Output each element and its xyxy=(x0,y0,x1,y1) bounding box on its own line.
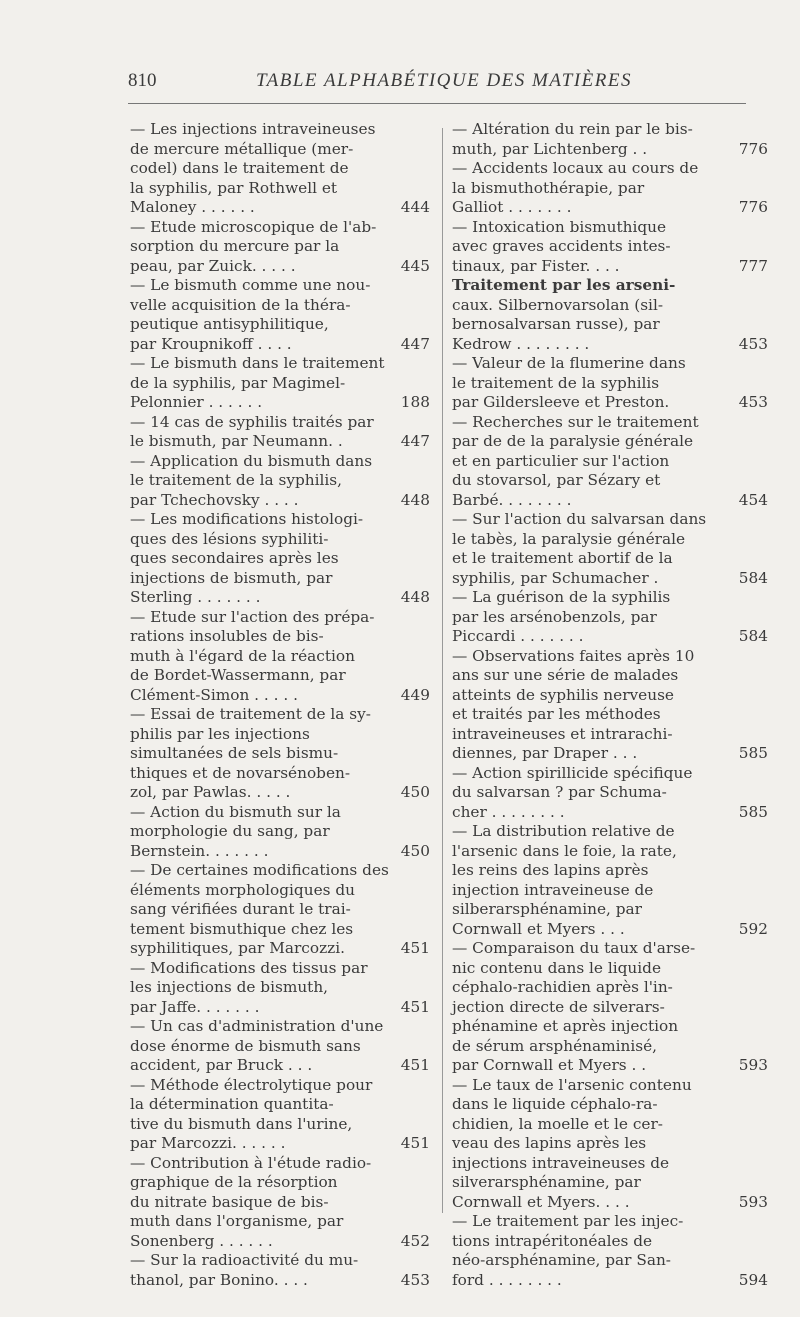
entry-line: tinaux, par Fister. . . . xyxy=(452,256,620,275)
entry-line: — Modifications des tissus par xyxy=(130,958,368,977)
entry-page-number: 448 xyxy=(400,490,430,509)
entry-page-number: 447 xyxy=(400,334,430,353)
entry-page-number: 593 xyxy=(738,1192,768,1211)
entry-line: de mercure métallique (mer- xyxy=(130,139,354,158)
entry-line: par Kroupnikoff . . . . xyxy=(130,334,292,353)
index-entry xyxy=(130,1017,430,1076)
entry-line: — Etude microscopique de l'ab- xyxy=(130,217,377,236)
entry-line: l'arsenic dans le foie, la rate, xyxy=(452,841,677,860)
entry-line: les injections de bismuth, xyxy=(130,978,329,996)
index-entry xyxy=(130,1076,430,1154)
entry-line: intraveineuses et intrarachi- xyxy=(452,724,673,743)
entry-line: diennes, par Draper . . . xyxy=(452,744,638,762)
header-rule xyxy=(128,103,746,104)
entry-page-number: 452 xyxy=(400,1231,430,1250)
entry-line: et le traitement abortif de la xyxy=(452,549,673,567)
entry-page-number: 448 xyxy=(400,588,430,606)
entry-line: — Action spirillicide spécifique xyxy=(452,763,693,782)
entry-line: — Altération du rein par le bis- xyxy=(452,120,693,138)
entry-line: — Intoxication bismuthique xyxy=(452,217,667,236)
entry-page-number: 776 xyxy=(738,198,768,216)
entry-page-number: 592 xyxy=(738,919,768,938)
entry-line: silverarsphénamine, par xyxy=(452,1173,641,1191)
index-entry xyxy=(130,354,430,413)
entry-line: ans sur une série de malades xyxy=(452,666,679,684)
entry-line: du stovarsol, par Sézary et xyxy=(452,471,661,489)
entry-line: — Observations faites après 10 xyxy=(452,646,695,665)
index-entry xyxy=(452,939,768,1076)
index-entry xyxy=(452,764,768,823)
index-entry xyxy=(130,1251,430,1290)
entry-line: peau, par Zuick. . . . . xyxy=(130,256,296,275)
index-entry xyxy=(452,354,768,413)
entry-line: par Cornwall et Myers . . xyxy=(452,1056,647,1074)
index-entry xyxy=(452,276,768,354)
entry-line: ques des lésions syphiliti- xyxy=(130,529,329,548)
entry-line: et traités par les méthodes xyxy=(452,705,661,723)
entry-line: syphilitiques, par Marcozzi. xyxy=(130,939,345,957)
page-number: 810 xyxy=(128,70,157,91)
entry-line: — La guérison de la syphilis xyxy=(452,588,671,606)
entry-line: — Sur la radioactivité du mu- xyxy=(130,1251,359,1269)
entry-page-number: 453 xyxy=(738,334,768,353)
entry-line: caux. Silbernovarsolan (sil- xyxy=(452,295,664,314)
entry-line: velle acquisition de la théra- xyxy=(130,295,351,314)
entry-page-number: 593 xyxy=(738,1056,768,1074)
entry-line: muth, par Lichtenberg . . xyxy=(452,139,648,158)
entry-line: — Contribution à l'étude radio- xyxy=(130,1153,372,1172)
entry-page-number: 585 xyxy=(738,802,768,821)
entry-line: le tabès, la paralysie générale xyxy=(452,529,686,548)
index-entry xyxy=(130,413,430,452)
entry-line: — Application du bismuth dans xyxy=(130,451,373,470)
entry-line: sorption du mercure par la xyxy=(130,237,340,255)
entry-page-number: 447 xyxy=(400,432,430,450)
index-entry xyxy=(130,803,430,862)
index-entry xyxy=(452,413,768,511)
entry-page-number: 188 xyxy=(400,393,430,411)
entry-line: — De certaines modifications des xyxy=(130,861,389,879)
page-header xyxy=(128,70,748,100)
entry-line: la bismuthothérapie, par xyxy=(452,178,645,197)
entry-line: syphilis, par Schumacher . xyxy=(452,568,659,587)
index-entry xyxy=(130,218,430,277)
entry-line: par de de la paralysie générale xyxy=(452,432,694,450)
index-entry xyxy=(130,861,430,959)
entry-line: le bismuth, par Neumann. . xyxy=(130,432,343,450)
entry-line: — Le taux de l'arsenic contenu xyxy=(452,1075,692,1094)
entry-page-number: 453 xyxy=(400,1270,430,1289)
entry-line: de Bordet-Wassermann, par xyxy=(130,666,346,684)
entry-line: Sonenberg . . . . . . xyxy=(130,1231,273,1250)
entry-page-number: 451 xyxy=(400,939,430,957)
entry-line: dose énorme de bismuth sans xyxy=(130,1036,361,1055)
entry-page-number: 449 xyxy=(400,685,430,704)
entry-line: — La distribution relative de xyxy=(452,822,675,840)
entry-line: rations insolubles de bis- xyxy=(130,627,324,645)
entry-line: — Le traitement par les injec- xyxy=(452,1212,684,1230)
entry-line: — Méthode électrolytique pour xyxy=(130,1075,373,1094)
entry-page-number: 451 xyxy=(400,997,430,1016)
entry-page-number: 454 xyxy=(738,490,768,509)
entry-line: — Valeur de la flumerine dans xyxy=(452,354,686,372)
entry-page-number: 594 xyxy=(738,1270,768,1289)
entry-line: — Etude sur l'action des prépa- xyxy=(130,607,375,626)
entry-line: Maloney . . . . . . xyxy=(130,198,255,216)
entry-line: céphalo-rachidien après l'in- xyxy=(452,978,673,996)
entry-page-number: 584 xyxy=(738,568,768,587)
entry-line: — Comparaison du taux d'arse- xyxy=(452,939,696,957)
entry-line: de sérum arsphénaminisé, xyxy=(452,1036,657,1055)
entry-line: — Les injections intraveineuses xyxy=(130,120,376,138)
index-entry xyxy=(130,1154,430,1252)
index-entry xyxy=(130,276,430,354)
entry-line: thanol, par Bonino. . . . xyxy=(130,1270,308,1289)
entry-line: — Un cas d'administration d'une xyxy=(130,1017,384,1035)
entry-line: injection intraveineuse de xyxy=(452,880,654,899)
entry-page-number: 450 xyxy=(400,783,430,801)
entry-line: — Essai de traitement de la sy- xyxy=(130,705,371,723)
entry-line: avec graves accidents intes- xyxy=(452,237,671,255)
index-entry xyxy=(452,510,768,588)
entry-line: Pelonnier . . . . . . xyxy=(130,393,263,411)
entry-line: bernosalvarsan russe), par xyxy=(452,315,660,333)
entry-line: chidien, la moelle et le cer- xyxy=(452,1114,663,1133)
entry-line: tions intrapéritonéales de xyxy=(452,1231,653,1250)
entry-line: le traitement de la syphilis xyxy=(452,373,660,392)
entry-line: par Gildersleeve et Preston. xyxy=(452,393,670,411)
entry-line: Bernstein. . . . . . . xyxy=(130,841,269,860)
entry-line: par Jaffe. . . . . . . xyxy=(130,997,260,1016)
entry-line: par les arsénobenzols, par xyxy=(452,607,657,626)
entry-line: phénamine et après injection xyxy=(452,1017,679,1035)
index-entry xyxy=(452,218,768,277)
index-entry xyxy=(130,510,430,608)
right-column xyxy=(452,120,768,1290)
entry-line: du salvarsan ? par Schuma- xyxy=(452,783,667,801)
entry-line: de la syphilis, par Magimel- xyxy=(130,373,346,392)
entry-line: codel) dans le traitement de xyxy=(130,159,349,177)
entry-line: ques secondaires après les xyxy=(130,549,339,567)
entry-line: — Action du bismuth sur la xyxy=(130,802,341,821)
entry-line: cher . . . . . . . . xyxy=(452,802,565,821)
entry-line: et en particulier sur l'action xyxy=(452,451,670,470)
entry-line: nic contenu dans le liquide xyxy=(452,958,662,977)
entry-page-number: 584 xyxy=(738,627,768,645)
entry-line: Traitement par les arseni- xyxy=(452,276,676,294)
index-entry xyxy=(452,120,768,159)
index-entry xyxy=(452,1212,768,1290)
entry-line: tive du bismuth dans l'urine, xyxy=(130,1114,353,1133)
entry-line: Cornwall et Myers. . . . xyxy=(452,1192,630,1211)
entry-line: silberarsphénamine, par xyxy=(452,900,642,918)
entry-page-number: 450 xyxy=(400,841,430,860)
index-entry xyxy=(452,159,768,218)
entry-line: Kedrow . . . . . . . . xyxy=(452,334,590,353)
index-entry xyxy=(130,705,430,803)
entry-line: injections intraveineuses de xyxy=(452,1153,670,1172)
entry-line: les reins des lapins après xyxy=(452,861,649,879)
entry-line: dans le liquide céphalo-ra- xyxy=(452,1095,658,1113)
entry-page-number: 444 xyxy=(400,198,430,216)
entry-line: atteints de syphilis nerveuse xyxy=(452,685,674,704)
entry-line: peutique antisyphilitique, xyxy=(130,315,329,333)
index-entry xyxy=(130,120,430,218)
entry-line: ford . . . . . . . . xyxy=(452,1270,562,1289)
index-entry xyxy=(130,959,430,1018)
entry-line: thiques et de novarsénoben- xyxy=(130,763,351,782)
entry-line: la détermination quantita- xyxy=(130,1095,334,1113)
entry-line: Piccardi . . . . . . . xyxy=(452,627,584,645)
entry-page-number: 451 xyxy=(400,1134,430,1152)
entry-page-number: 585 xyxy=(738,744,768,762)
entry-line: — Le bismuth comme une nou- xyxy=(130,276,371,294)
entry-line: philis par les injections xyxy=(130,724,310,743)
entry-line: sang vérifiées durant le trai- xyxy=(130,900,351,918)
entry-page-number: 451 xyxy=(400,1056,430,1074)
entry-line: Clément-Simon . . . . . xyxy=(130,685,298,704)
left-column xyxy=(130,120,430,1290)
index-entry xyxy=(452,588,768,647)
entry-line: jection directe de silverars- xyxy=(452,997,665,1016)
index-entry xyxy=(130,608,430,706)
entry-line: tement bismuthique chez les xyxy=(130,919,354,938)
entry-line: Cornwall et Myers . . . xyxy=(452,919,625,938)
entry-line: — Les modifications histologi- xyxy=(130,510,364,528)
index-entry xyxy=(452,647,768,764)
entry-line: veau des lapins après les xyxy=(452,1134,647,1152)
entry-page-number: 445 xyxy=(400,256,430,275)
entry-line: morphologie du sang, par xyxy=(130,822,330,840)
entry-page-number: 776 xyxy=(738,139,768,158)
index-entry xyxy=(452,1076,768,1213)
entry-line: — Recherches sur le traitement xyxy=(452,412,699,431)
entry-line: — 14 cas de syphilis traités par xyxy=(130,412,374,431)
entry-page-number: 453 xyxy=(738,393,768,411)
entry-line: simultanées de sels bismu- xyxy=(130,744,339,762)
entry-line: Barbé. . . . . . . . xyxy=(452,490,572,509)
entry-line: par Marcozzi. . . . . . xyxy=(130,1134,286,1152)
entry-line: injections de bismuth, par xyxy=(130,568,333,587)
entry-page-number: 777 xyxy=(738,256,768,275)
entry-line: — Accidents locaux au cours de xyxy=(452,159,699,177)
entry-line: éléments morphologiques du xyxy=(130,880,355,899)
entry-line: — Sur l'action du salvarsan dans xyxy=(452,510,707,528)
entry-line: le traitement de la syphilis, xyxy=(130,471,343,489)
entry-line: Galliot . . . . . . . xyxy=(452,198,572,216)
entry-line: zol, par Pawlas. . . . . xyxy=(130,783,291,801)
running-title: TABLE ALPHABÉTIQUE DES MATIÈRES xyxy=(256,70,632,91)
entry-line: la syphilis, par Rothwell et xyxy=(130,178,338,197)
entry-line: Sterling . . . . . . . xyxy=(130,588,261,606)
entry-line: graphique de la résorption xyxy=(130,1173,338,1191)
entry-line: accident, par Bruck . . . xyxy=(130,1056,313,1074)
column-divider xyxy=(442,128,443,1213)
entry-line: par Tchechovsky . . . . xyxy=(130,490,299,509)
entry-line: néo-arsphénamine, par San- xyxy=(452,1251,671,1269)
index-entry xyxy=(130,452,430,511)
entry-line: muth dans l'organisme, par xyxy=(130,1212,344,1230)
index-entry xyxy=(452,822,768,939)
entry-line: du nitrate basique de bis- xyxy=(130,1192,329,1211)
entry-line: — Le bismuth dans le traitement xyxy=(130,354,385,372)
entry-line: muth à l'égard de la réaction xyxy=(130,646,355,665)
